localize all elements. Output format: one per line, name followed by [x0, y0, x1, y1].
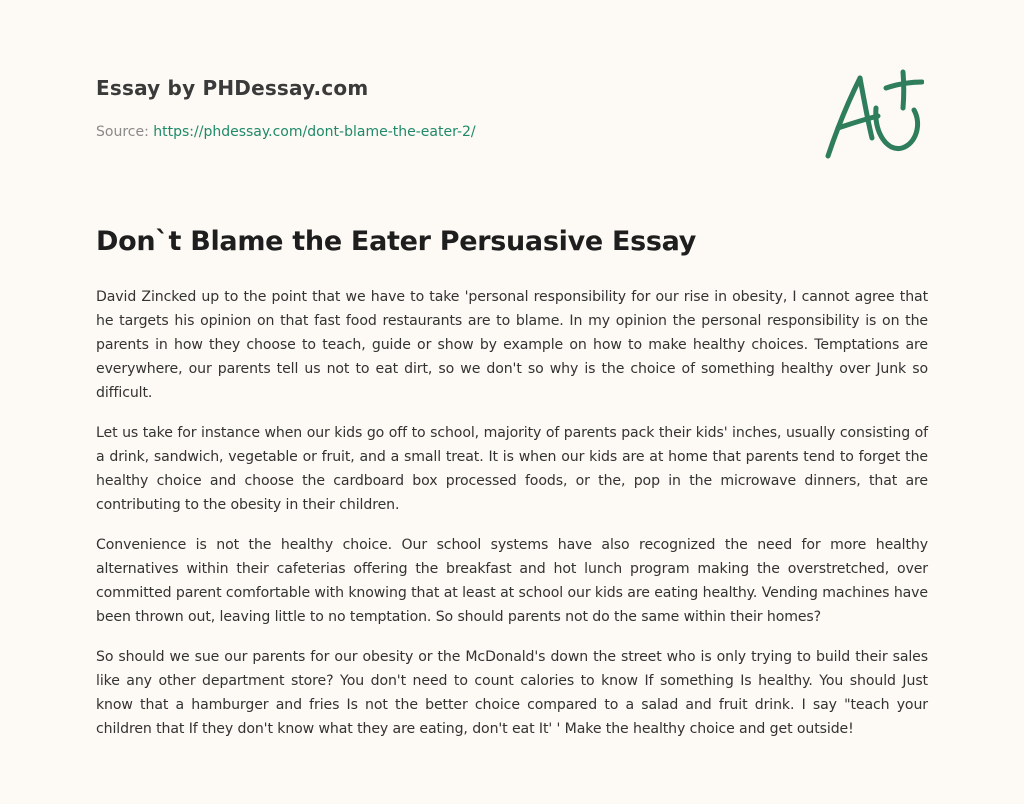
- essay-paragraph: Let us take for instance when our kids go off to school, majority of parents pack their kids' inches, usually consisting of a drink, sandwich, vegetable or fruit, and a small treat. It is when our kids are at home that parents tend to forget the healthy choice and choose the cardboard box processed foods, or the, pop in the microwave dinners, that are contributing to the obesity in their children.: [96, 425, 928, 513]
- essay-paragraph: Convenience is not the healthy choice. Our school systems have also recognized the need for more healthy alternatives within their cafeterias offering the breakfast and hot lunch program making the overstretched, over committed parent comfortable with knowing that at least at school our kids are eating healthy. Vending machines have been thrown out, leaving little to no temptation. So should parents not do the same within their homes?: [96, 537, 928, 625]
- essay-body: [96, 285, 928, 757]
- essay-paragraph: David Zincked up to the point that we have to take 'personal responsibility for our rise in obesity, I cannot agree that he targets his opinion on that fast food restaurants are to blame. In my opinion the personal responsibility is on the parents in how they choose to teach, guide or show by example on how to make healthy choices. Temptations are everywhere, our parents tell us not to eat dirt, so we don't so why is the choice of something healthy over Junk so difficult.: [96, 289, 928, 401]
- essay-title: Don`t Blame the Eater Persuasive Essay: [96, 226, 697, 257]
- source-line: [96, 124, 476, 140]
- essay-paragraph: So should we sue our parents for our obesity or the McDonald's down the street who is only trying to build their sales like any other department store? You don't need to count calories to know If something Is healthy. You should Just know that a hamburger and fries Is not the better choice compared to a salad and fruit drink. I say "teach your children that If they don't know what they are eating, don't eat It' ' Make the healthy choice and get outside!: [96, 649, 928, 737]
- site-title: Essay by PHDessay.com: [96, 76, 369, 100]
- source-label: Source:: [96, 124, 149, 140]
- a-plus-grade-icon: [824, 68, 924, 164]
- source-link[interactable]: https://phdessay.com/dont-blame-the-eater-2/: [153, 124, 476, 140]
- essay-page: [96, 0, 928, 804]
